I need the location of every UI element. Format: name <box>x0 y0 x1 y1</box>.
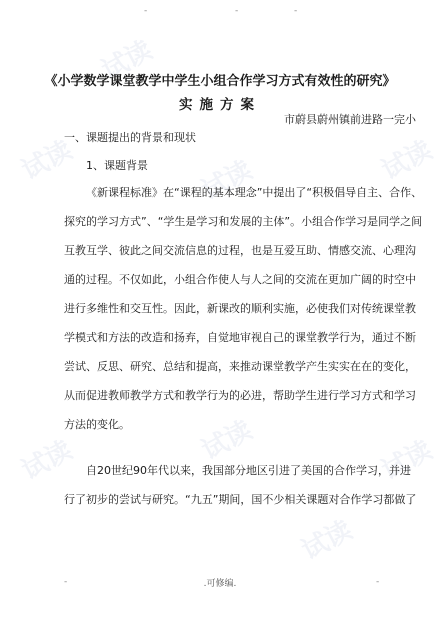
top-mark: - <box>235 6 239 16</box>
paragraph-line: 学模式和方法的改造和扬弃，自觉地审视自己的课堂教学行为，通过不断 <box>64 331 416 344</box>
watermark: 试读 <box>197 155 258 207</box>
watermark: 试读 <box>377 135 438 187</box>
watermark: 试读 <box>17 435 78 487</box>
section-heading: 一、课题提出的背景和现状 <box>64 131 196 144</box>
document-subtitle: 实施方案 <box>179 97 261 113</box>
paragraph-line: 行了初步的尝试与研究。“九五”期间，国不少相关课题对合作学习都做了 <box>64 493 417 506</box>
watermark: 试读 <box>377 435 438 487</box>
watermark: 试读 <box>197 415 258 467</box>
paragraph-line: 方法的变化。 <box>64 418 130 431</box>
paragraph-line: 从而促进教师教学方式和教学行为的必进，帮助学生进行学习方式和学习 <box>64 389 416 402</box>
top-mark: - <box>144 6 148 16</box>
author-affiliation: 市蔚县蔚州镇前进路一完小 <box>284 113 416 126</box>
paragraph-line: 尝试、反思、研究、总结和提高，来推动课堂教学产生实实在在的变化， <box>64 360 416 373</box>
document-title: 《小学数学课堂教学中学生小组合作学习方式有效性的研究》 <box>44 74 396 89</box>
bottom-mark: - <box>64 577 68 587</box>
paragraph-line: 进行多维性和交互性。因此，新课改的顺利实施，必使我们对传统课堂教 <box>64 302 416 315</box>
paragraph-line: 《新课程标准》在“课程的基本理念”中提出了“积极倡导自主、合作、 <box>86 186 423 199</box>
bottom-mark: - <box>376 577 380 587</box>
paragraph-line: 自20世纪90年代以来，我国部分地区引进了美国的合作学习，并进 <box>86 464 411 477</box>
top-mark: - <box>294 6 298 16</box>
watermark: 试读 <box>97 35 158 87</box>
paragraph-line: 互教互学、彼此之间交流信息的过程，也是互爱互助、情感交流、心理沟 <box>64 244 416 257</box>
watermark: 试读 <box>297 515 358 567</box>
page-footer: .可修编. <box>203 579 237 589</box>
subsection-heading: 1、课题背景 <box>86 159 148 172</box>
paragraph-line: 探究的学习方式”、“学生是学习和发展的主体”。小组合作学习是同学之间 <box>64 215 423 228</box>
paragraph-line: 通的过程。不仅如此，小组合作使人与人之间的交流在更加广阔的时空中 <box>64 273 416 286</box>
watermark: 试读 <box>17 135 78 187</box>
